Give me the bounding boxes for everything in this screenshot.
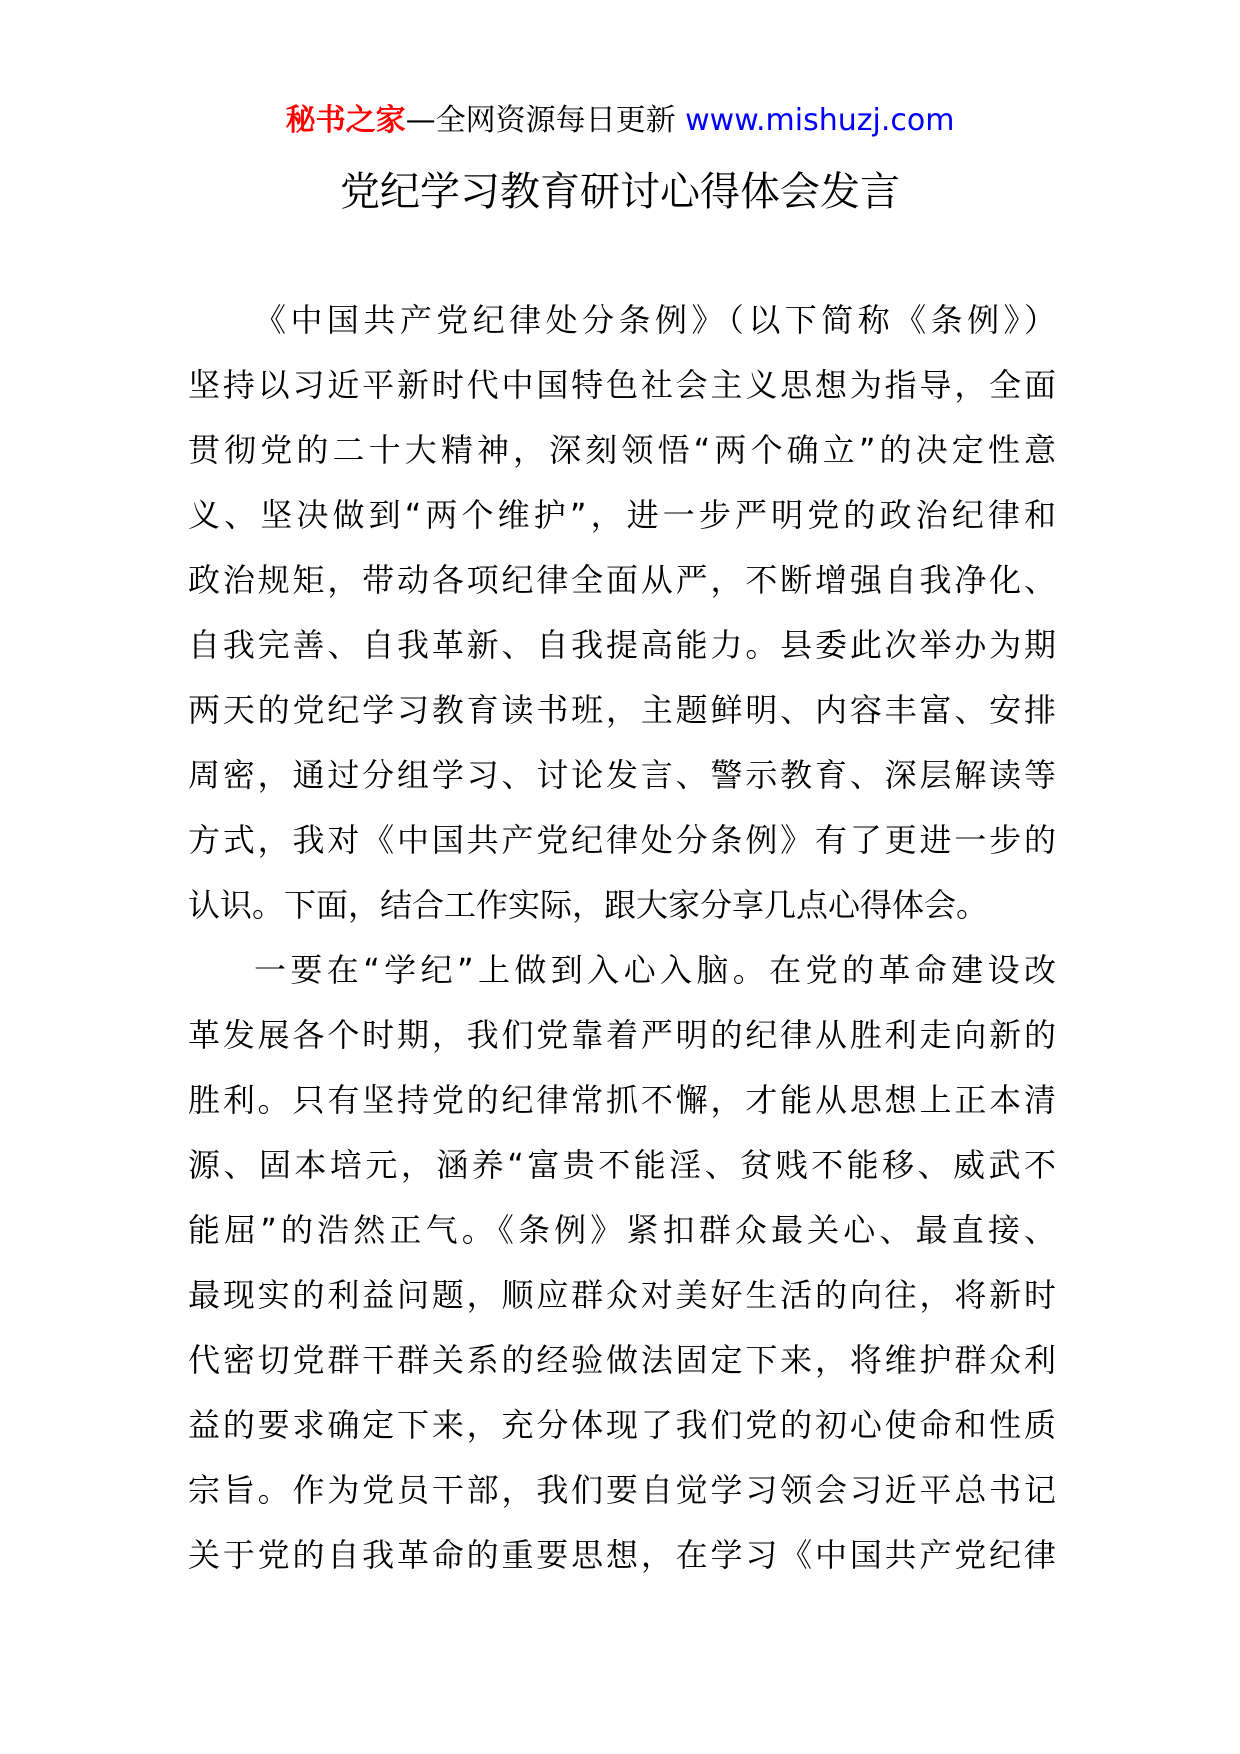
- paragraph-1-line-3: 贯彻党的二十大精神，深刻领悟“两个确立”的决定性意: [188, 431, 1056, 469]
- paragraph-1-line-4: 义、坚决做到“两个维护”，进一步严明党的政治纪律和: [188, 496, 1056, 534]
- brand-name: 秘书之家: [285, 103, 406, 138]
- document-body: [188, 288, 1056, 1588]
- paragraph-2-line-10: 关于党的自我革命的重要思想，在学习《中国共产党纪律: [188, 1536, 1056, 1574]
- site-url-link[interactable]: www.mishuzj.com: [685, 103, 955, 138]
- document-title: 党纪学习教育研讨心得体会发言: [340, 169, 900, 215]
- paragraph-1-line-1: 《中国共产党纪律处分条例》（以下简称《条例》）: [254, 301, 1056, 339]
- paragraph-1-line-6: 自我完善、自我革新、自我提高能力。县委此次举办为期: [188, 626, 1056, 664]
- paragraph-1-line-10: 认识。下面，结合工作实际，跟大家分享几点心得体会。: [188, 886, 989, 924]
- paragraph-2-line-6: 最现实的利益问题，顺应群众对美好生活的向往，将新时: [188, 1276, 1056, 1314]
- paragraph-2-line-7: 代密切党群干群关系的经验做法固定下来，将维护群众利: [188, 1341, 1056, 1379]
- paragraph-2-line-9: 宗旨。作为党员干部，我们要自觉学习领会习近平总书记: [188, 1471, 1056, 1509]
- paragraph-1-line-8: 周密，通过分组学习、讨论发言、警示教育、深层解读等: [188, 756, 1056, 794]
- paragraph-2-line-3: 胜利。只有坚持党的纪律常抓不懈，才能从思想上正本清: [188, 1081, 1056, 1119]
- paragraph-1-line-9: 方式，我对《中国共产党纪律处分条例》有了更进一步的: [188, 821, 1056, 859]
- paragraph-1-line-2: 坚持以习近平新时代中国特色社会主义思想为指导，全面: [188, 366, 1056, 404]
- paragraph-1-line-7: 两天的党纪学习教育读书班，主题鲜明、内容丰富、安排: [188, 691, 1056, 729]
- paragraph-2-line-4: 源、固本培元，涵养“富贵不能淫、贫贱不能移、威武不: [188, 1146, 1056, 1184]
- site-header: [0, 98, 1240, 144]
- paragraph-2-line-1: 一要在“学纪”上做到入心入脑。在党的革命建设改: [254, 951, 1056, 989]
- paragraph-2-line-2: 革发展各个时期，我们党靠着严明的纪律从胜利走向新的: [188, 1016, 1056, 1054]
- paragraph-1-line-5: 政治规矩，带动各项纪律全面从严，不断增强自我净化、: [188, 561, 1056, 599]
- header-slogan: —全网资源每日更新: [405, 103, 676, 138]
- paragraph-2-line-8: 益的要求确定下来，充分体现了我们党的初心使命和性质: [188, 1406, 1056, 1444]
- paragraph-2-line-5: 能屈”的浩然正气。《条例》紧扣群众最关心、最直接、: [188, 1211, 1056, 1249]
